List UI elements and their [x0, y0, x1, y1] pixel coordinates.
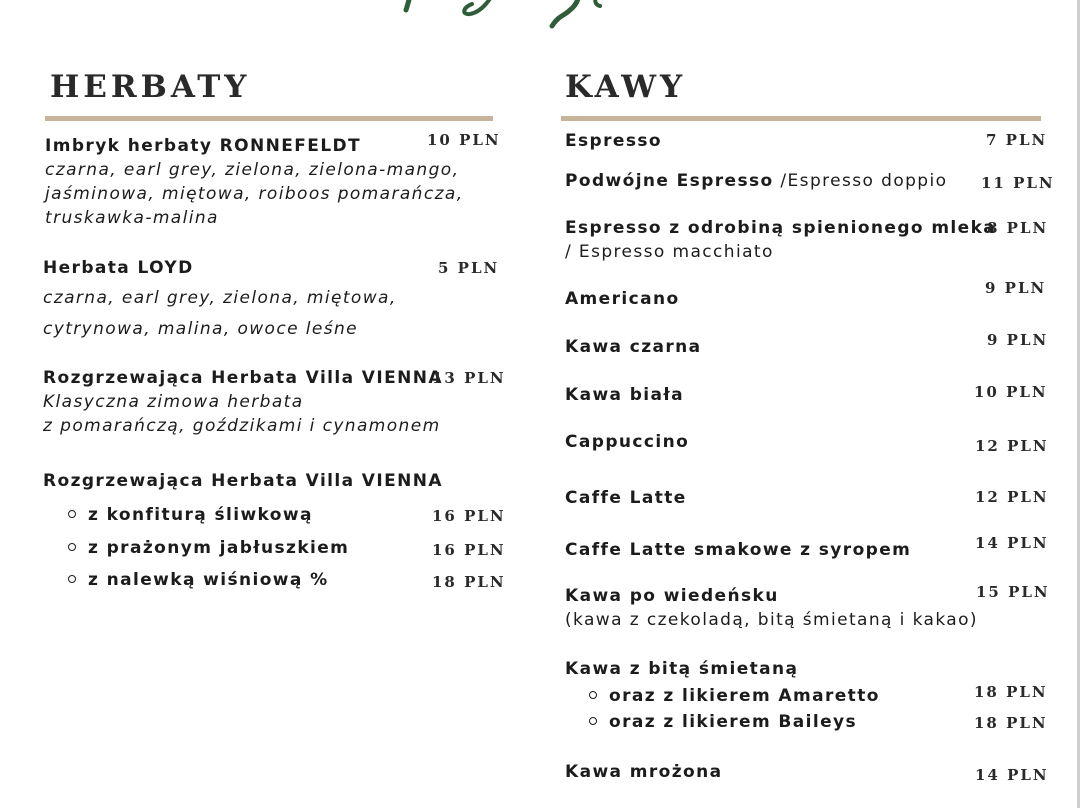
coffee-item-price: 12 PLN [975, 437, 1049, 455]
tea-item-price: 5 PLN [438, 259, 500, 277]
coffee-item-name: Podwójne Espresso [565, 171, 774, 191]
coffee-item-price: 15 PLN [976, 583, 1050, 601]
bullet-icon [68, 510, 76, 518]
tea-option-label: z prażonym jabłuszkiem [88, 538, 350, 558]
tea-item-desc: czarna, earl grey, zielona, miętowa, [43, 288, 397, 308]
coffee-item-price: 12 PLN [975, 488, 1049, 506]
coffee-item-desc: (kawa z czekoladą, bitą śmietaną i kakao) [565, 610, 978, 630]
coffee-item-price: 14 PLN [975, 766, 1049, 784]
tea-item-desc: Klasyczna zimowa herbata [43, 392, 304, 412]
coffee-option-label: oraz z likierem Baileys [609, 712, 858, 732]
coffee-item-price: 14 PLN [975, 534, 1049, 552]
coffee-item-price: 9 PLN [987, 331, 1049, 349]
tea-item-desc: jaśminowa, miętowa, roiboos pomarańcza, [45, 184, 464, 204]
tea-item-name: Imbryk herbaty RONNEFELDT [45, 136, 362, 156]
bullet-icon [589, 691, 597, 699]
tea-option-label: z konfiturą śliwkową [88, 505, 313, 525]
section-heading-kawy: KAWY [565, 69, 687, 105]
coffee-item-price: 8 PLN [987, 219, 1049, 237]
coffee-item-name: Americano [565, 289, 680, 309]
tea-item-name: Herbata LOYD [43, 258, 194, 278]
coffee-item-name: Caffe Latte smakowe z syropem [565, 540, 912, 560]
coffee-item-name: Kawa z bitą śmietaną [565, 659, 799, 679]
section-heading-herbaty: HERBATY [50, 69, 251, 105]
coffee-option-price: 18 PLN [974, 683, 1048, 701]
coffee-item-name: Espresso [565, 131, 662, 151]
coffee-item-desc: / Espresso macchiato [565, 242, 774, 262]
section-rule-kawy [561, 116, 1041, 121]
tea-item-desc: truskawka-malina [45, 208, 219, 228]
coffee-item-name-line [565, 169, 947, 193]
coffee-item-price: 9 PLN [985, 279, 1047, 297]
coffee-item-alias: /Espresso doppio [773, 171, 948, 191]
tea-item-name: Rozgrzewająca Herbata Villa VIENNA [43, 471, 443, 491]
coffee-item-price: 10 PLN [974, 383, 1048, 401]
coffee-item-name: Kawa po wiedeńsku [565, 586, 779, 606]
tea-item-name: Rozgrzewająca Herbata Villa VIENNA [43, 368, 443, 388]
coffee-item-price: 7 PLN [986, 131, 1048, 149]
tea-item-desc: z pomarańczą, goździkami i cynamonem [43, 416, 441, 436]
tea-option-price: 16 PLN [432, 541, 506, 559]
tea-option-price: 18 PLN [432, 573, 506, 591]
tea-item-desc: czarna, earl grey, zielona, zielona-mango, [45, 160, 460, 180]
coffee-item-name: Kawa biała [565, 385, 684, 405]
coffee-item-price: 11 PLN [981, 174, 1055, 192]
script-title-fragment [400, 0, 740, 36]
coffee-item-name: Kawa mrożona [565, 762, 723, 782]
coffee-item-name: Cappuccino [565, 432, 690, 452]
bullet-icon [68, 575, 76, 583]
bullet-icon [68, 543, 76, 551]
coffee-option-label: oraz z likierem Amaretto [609, 686, 880, 706]
coffee-option-price: 18 PLN [974, 714, 1048, 732]
tea-item-price: 10 PLN [427, 131, 501, 149]
tea-option-label: z nalewką wiśniową % [88, 570, 329, 590]
tea-item-desc: cytrynowa, malina, owoce leśne [43, 319, 359, 339]
coffee-item-name: Caffe Latte [565, 488, 687, 508]
coffee-item-name: Espresso z odrobiną spienionego mleka [565, 218, 997, 238]
section-rule-herbaty [45, 116, 493, 121]
tea-option-price: 16 PLN [432, 507, 506, 525]
bullet-icon [589, 717, 597, 725]
tea-item-price: 13 PLN [432, 369, 506, 387]
coffee-item-name: Kawa czarna [565, 337, 702, 357]
